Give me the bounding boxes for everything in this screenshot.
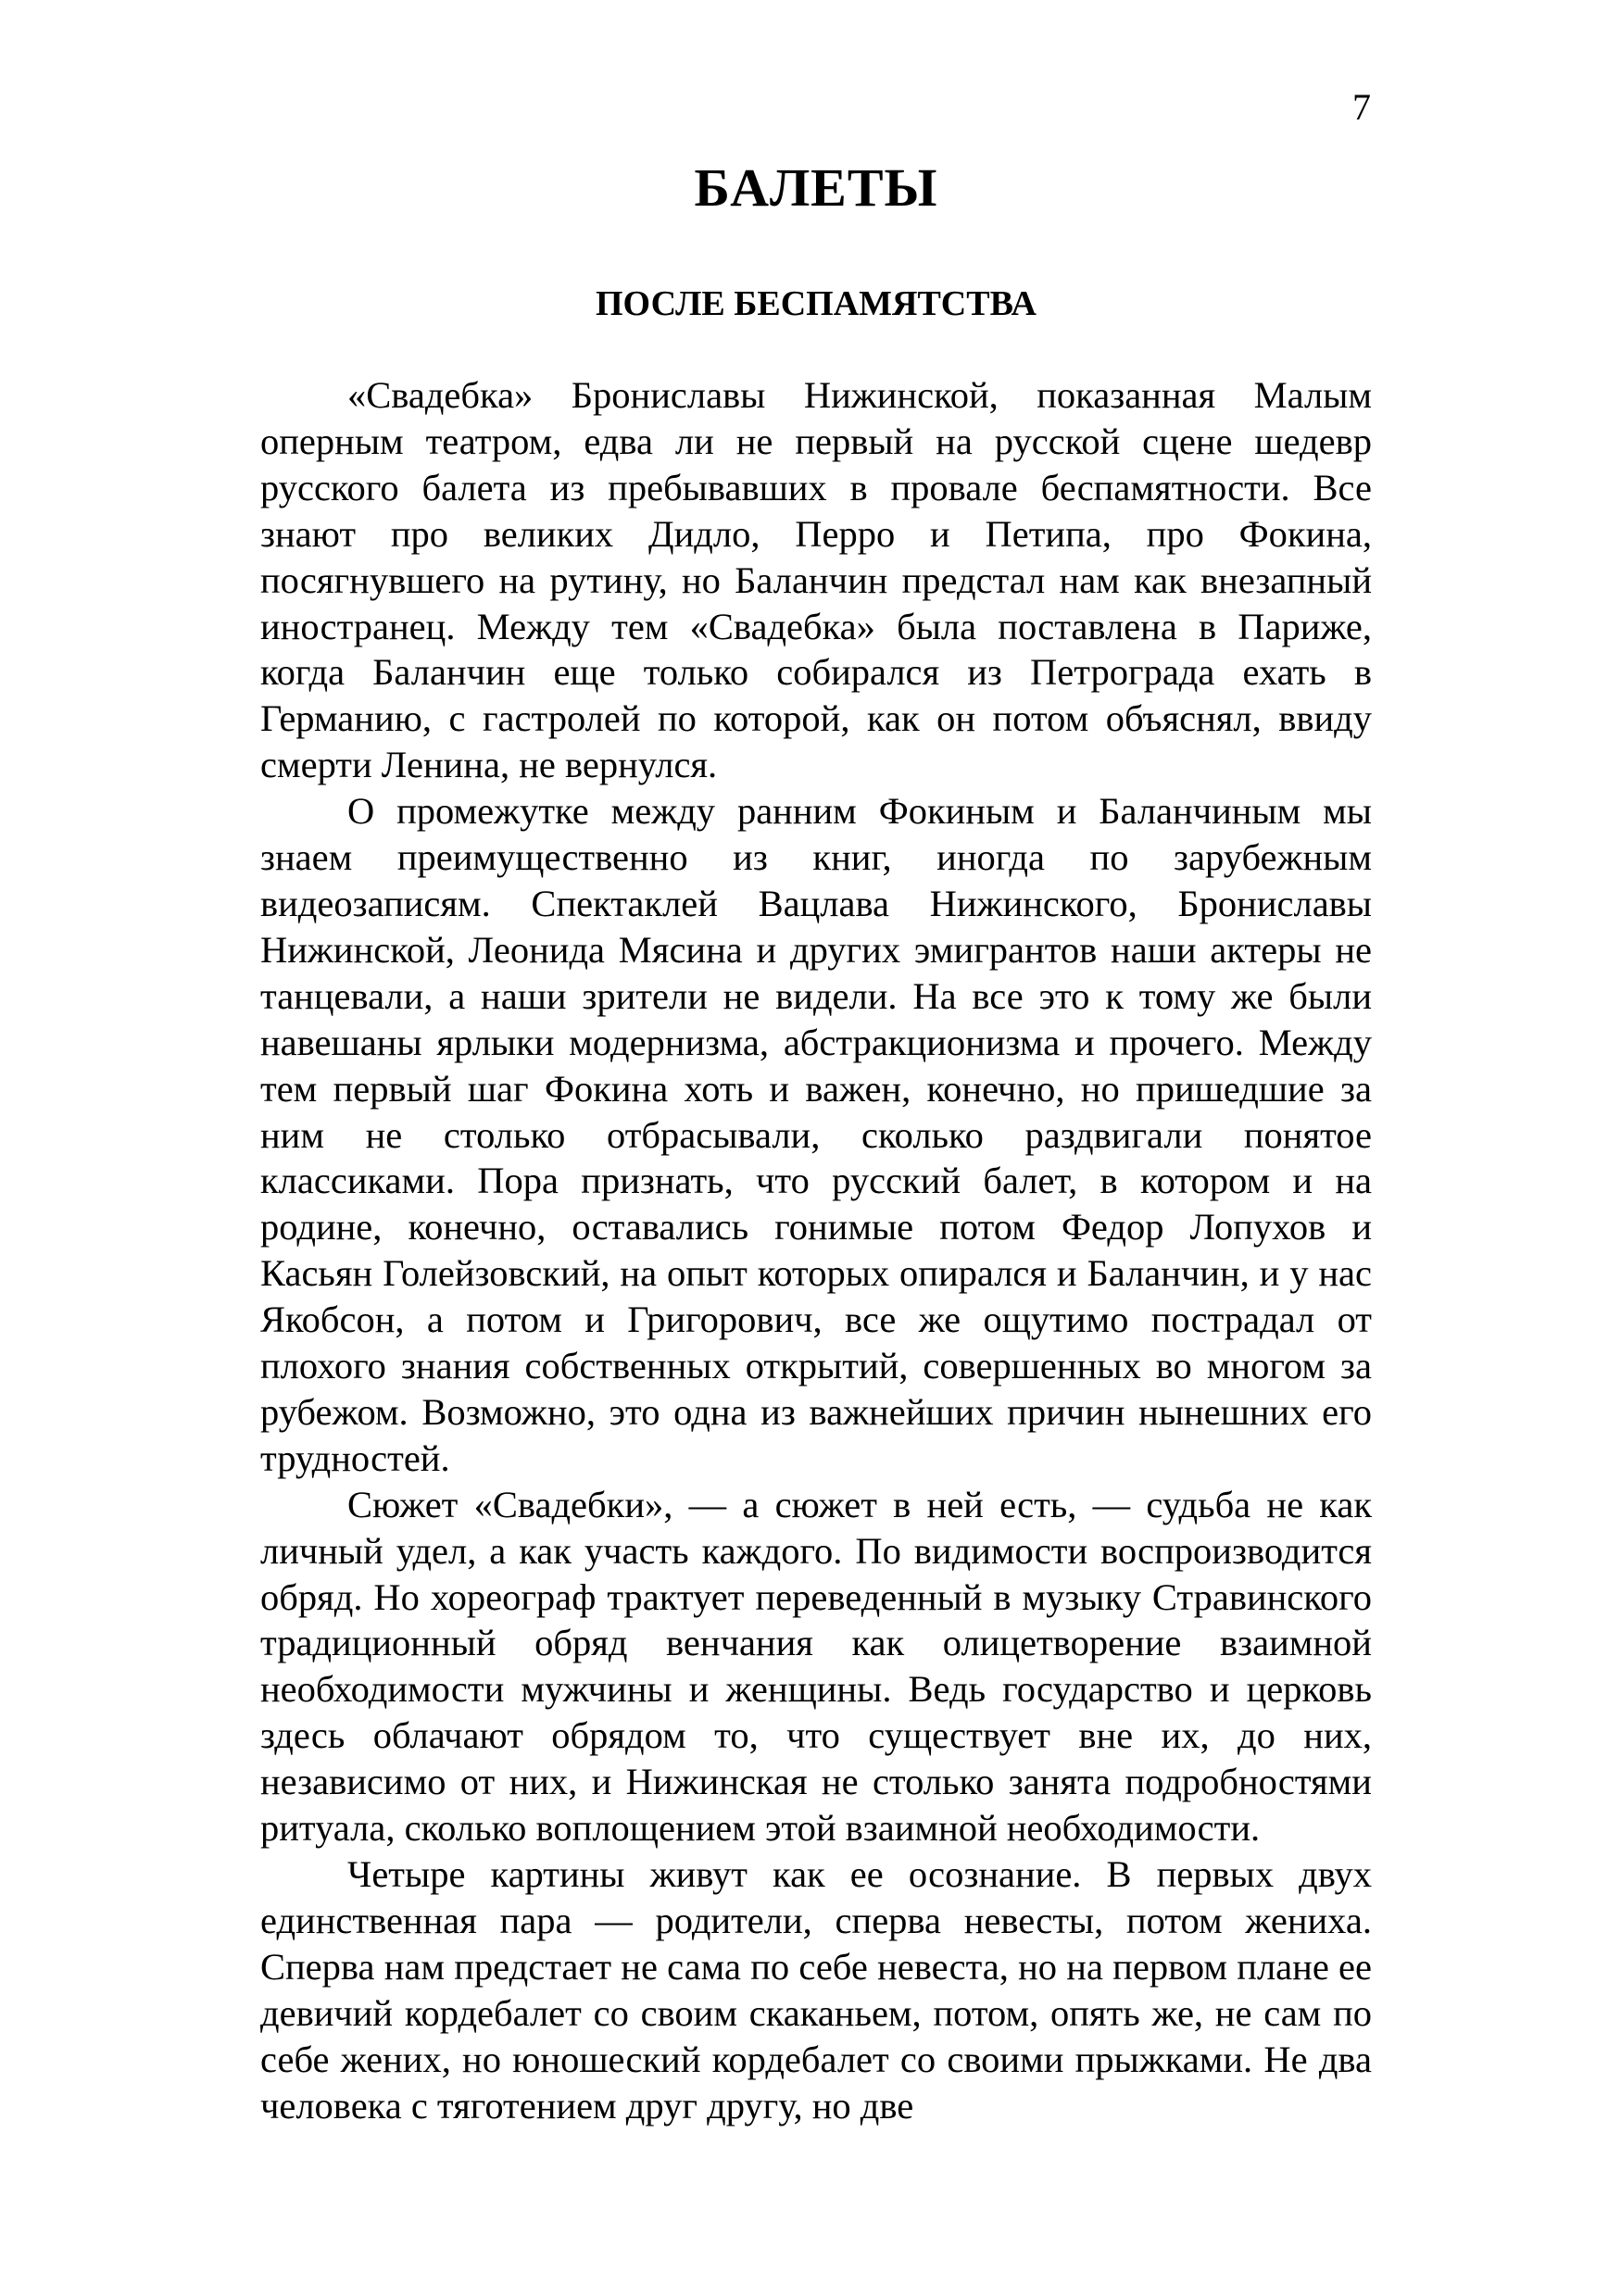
- paragraph: «Свадебка» Брониславы Нижинской, показанная Малым оперным театром, едва ли не первый на русской сцене шедевр русского балета из пребывавших в провале беспамятности. Все знают про великих Дидло, Перро и Петипа, про Фокина, посягнувшего на рутину, но Баланчин предстал нам как внезапный иностранец. Между тем «Свадебка» была поставлена в Париже, когда Баланчин еще только собирался из Петрограда ехать в Германию, с гастролей по которой, как он потом объяснял, ввиду смерти Ленина, не вернулся.: [260, 374, 1372, 786]
- paragraph: Сюжет «Свадебки», — а сюжет в ней есть, — судьба не как личный удел, а как участь каждого. По видимости воспроизводится обряд. Но хореограф трактует переведенный в музыку Стравинского традиционный обряд венчания как олицетворение взаимной необходимости мужчины и женщины. Ведь государство и церковь здесь облачают обрядом то, что существует вне их, до них, независимо от них, и Нижинская не столько занята подробностями ритуала, сколько воплощением этой взаимной необходимости.: [260, 1483, 1372, 1850]
- section-title: ПОСЛЕ БЕСПАМЯТСТВА: [596, 284, 1037, 323]
- paragraph: Четыре картины живут как ее осознание. В первых двух единственная пара — родители, сперва невесты, потом жениха. Сперва нам предстает не сама по себе невеста, но на первом плане ее девичий кордебалет со своим скаканьем, потом, опять же, не сам по себе жених, но юношеский кордебалет со своими прыжками. Не два человека с тяготением друг другу, но две: [260, 1853, 1372, 2127]
- paragraph: О промежутке между ранним Фокиным и Баланчиным мы знаем преимущественно из книг, иногда по зарубежным видеозаписям. Спектаклей Вацлава Нижинского, Брониславы Нижинской, Леонида Мясина и других эмигрантов наши актеры не танцевали, а наши зрители не видели. На все это к тому же были навешаны ярлыки модернизма, абстракционизма и прочего. Между тем первый шаг Фокина хоть и важен, конечно, но пришедшие за ним не столько отбрасывали, сколько раздвигали понятое классиками. Пора признать, что русский балет, в котором и на родине, конечно, оставались гонимые потом Федор Лопухов и Касьян Голейзовский, на опыт которых опирался и Баланчин, и у нас Якобсон, а потом и Григорович, все же ощутимо пострадал от плохого знания собственных открытий, совершенных во многом за рубежом. Возможно, это одна из важнейших причин нынешних его трудностей.: [260, 790, 1372, 1479]
- chapter-title: БАЛЕТЫ: [694, 157, 938, 218]
- body-text: [260, 372, 1372, 2128]
- page-number: 7: [1352, 86, 1371, 128]
